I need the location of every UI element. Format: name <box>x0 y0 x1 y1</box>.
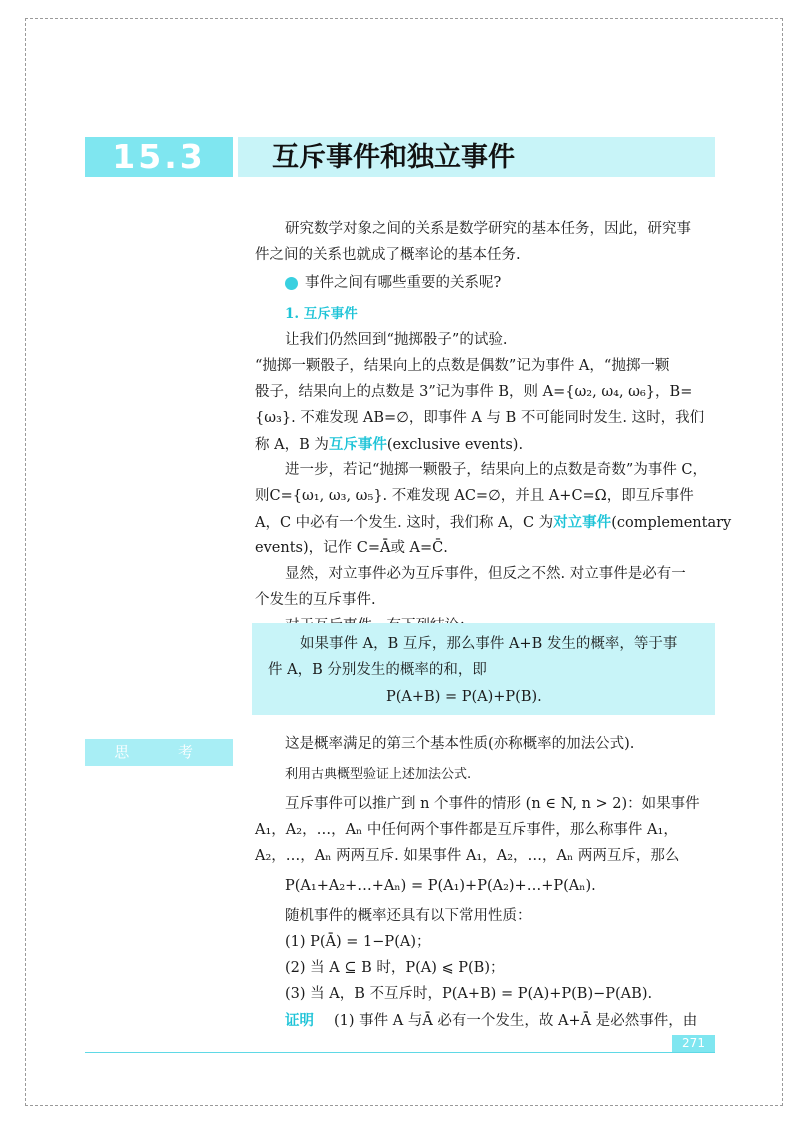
term-complementary-events: 对立事件 <box>553 514 612 531</box>
property-1: (1) P(Ā) = 1−P(A)； <box>285 934 431 950</box>
property-2: (2) 当 A ⊆ B 时，P(A) ⩽ P(B)； <box>285 960 505 976</box>
body-line: events)，记作 C=Ā或 A=C̄. <box>255 540 448 556</box>
think-text: 利用古典概型验证上述加法公式. <box>285 767 472 782</box>
body-line: A₁，A₂，…，Aₙ 中任何两个事件都是互斥事件，那么称事件 A₁， <box>255 822 678 838</box>
formula-n-events: P(A₁+A₂+…+Aₙ) = P(A₁)+P(A₂)+…+P(Aₙ). <box>285 878 596 894</box>
body-line: {ω₃}. 不难发现 AB=∅，即事件 A 与 B 不可能同时发生. 这时，我们 <box>255 410 705 426</box>
page-number: 271 <box>672 1035 715 1052</box>
body-line: 让我们仍然回到“抛掷骰子”的试验. <box>285 332 508 348</box>
body-line: 随机事件的概率还具有以下常用性质： <box>285 908 532 924</box>
definition-prefix: 称 A，B 为 <box>255 437 329 453</box>
section-title: 互斥事件和独立事件 <box>272 142 515 173</box>
section-number: 15.3 <box>85 137 233 177</box>
body-line: “抛掷一颗骰子，结果向上的点数是偶数”记为事件 A，“抛掷一颗 <box>255 358 670 374</box>
body-line: 则C={ω₁, ω₃, ω₅}. 不难发现 AC=∅，并且 A+C=Ω，即互斥事件 <box>255 488 694 504</box>
definition-suffix: (complementary <box>611 515 732 531</box>
definition-suffix: (exclusive events). <box>386 437 524 453</box>
subsection-heading: 1. 互斥事件 <box>285 306 358 322</box>
body-line: A₂，…，Aₙ 两两互斥. 如果事件 A₁，A₂，…，Aₙ 两两互斥，那么 <box>255 848 680 864</box>
question-text: 事件之间有哪些重要的关系呢? <box>305 275 502 291</box>
intro-line-2: 件之间的关系也就成了概率论的基本任务. <box>255 247 521 263</box>
body-line: 显然，对立事件必为互斥事件，但反之不然. 对立事件是必有一 <box>285 566 686 582</box>
body-line: 进一步，若记“抛掷一颗骰子，结果向上的点数是奇数”为事件 C， <box>285 462 708 478</box>
intro-line-1: 研究数学对象之间的关系是数学研究的基本任务，因此，研究事 <box>285 221 691 237</box>
body-line: 互斥事件可以推广到 n 个事件的情形 (n ∈ N, n > 2)：如果事件 <box>285 796 700 812</box>
think-label: 思 考 <box>85 739 233 766</box>
theorem-formula: P(A+B) = P(A)+P(B). <box>386 689 542 705</box>
theorem-line-1: 如果事件 A，B 互斥，那么事件 A+B 发生的概率，等于事 <box>300 636 678 652</box>
property-3: (3) 当 A，B 不互斥时，P(A+B) = P(A)+P(B)−P(AB). <box>285 986 653 1002</box>
definition-exclusive <box>255 431 523 459</box>
proof-line <box>285 1007 697 1035</box>
footer-rule <box>85 1052 715 1053</box>
body-line: 个发生的互斥事件. <box>255 592 376 608</box>
definition-prefix: A，C 中必有一个发生. 这时，我们称 A，C 为 <box>255 515 554 531</box>
term-exclusive-events: 互斥事件 <box>328 436 387 453</box>
definition-complementary <box>255 509 731 537</box>
question-bullet-icon <box>285 277 298 290</box>
body-line: 骰子，结果向上的点数是 3”记为事件 B，则 A={ω₂, ω₄, ω₆}，B= <box>255 384 693 400</box>
proof-label: 证明 <box>285 1012 314 1029</box>
after-box-text: 这是概率满足的第三个基本性质(亦称概率的加法公式). <box>285 736 635 752</box>
theorem-line-2: 件 A，B 分别发生的概率的和，即 <box>268 662 487 678</box>
proof-text: (1) 事件 A 与Ā 必有一个发生，故 A+Ā 是必然事件，由 <box>334 1013 698 1029</box>
